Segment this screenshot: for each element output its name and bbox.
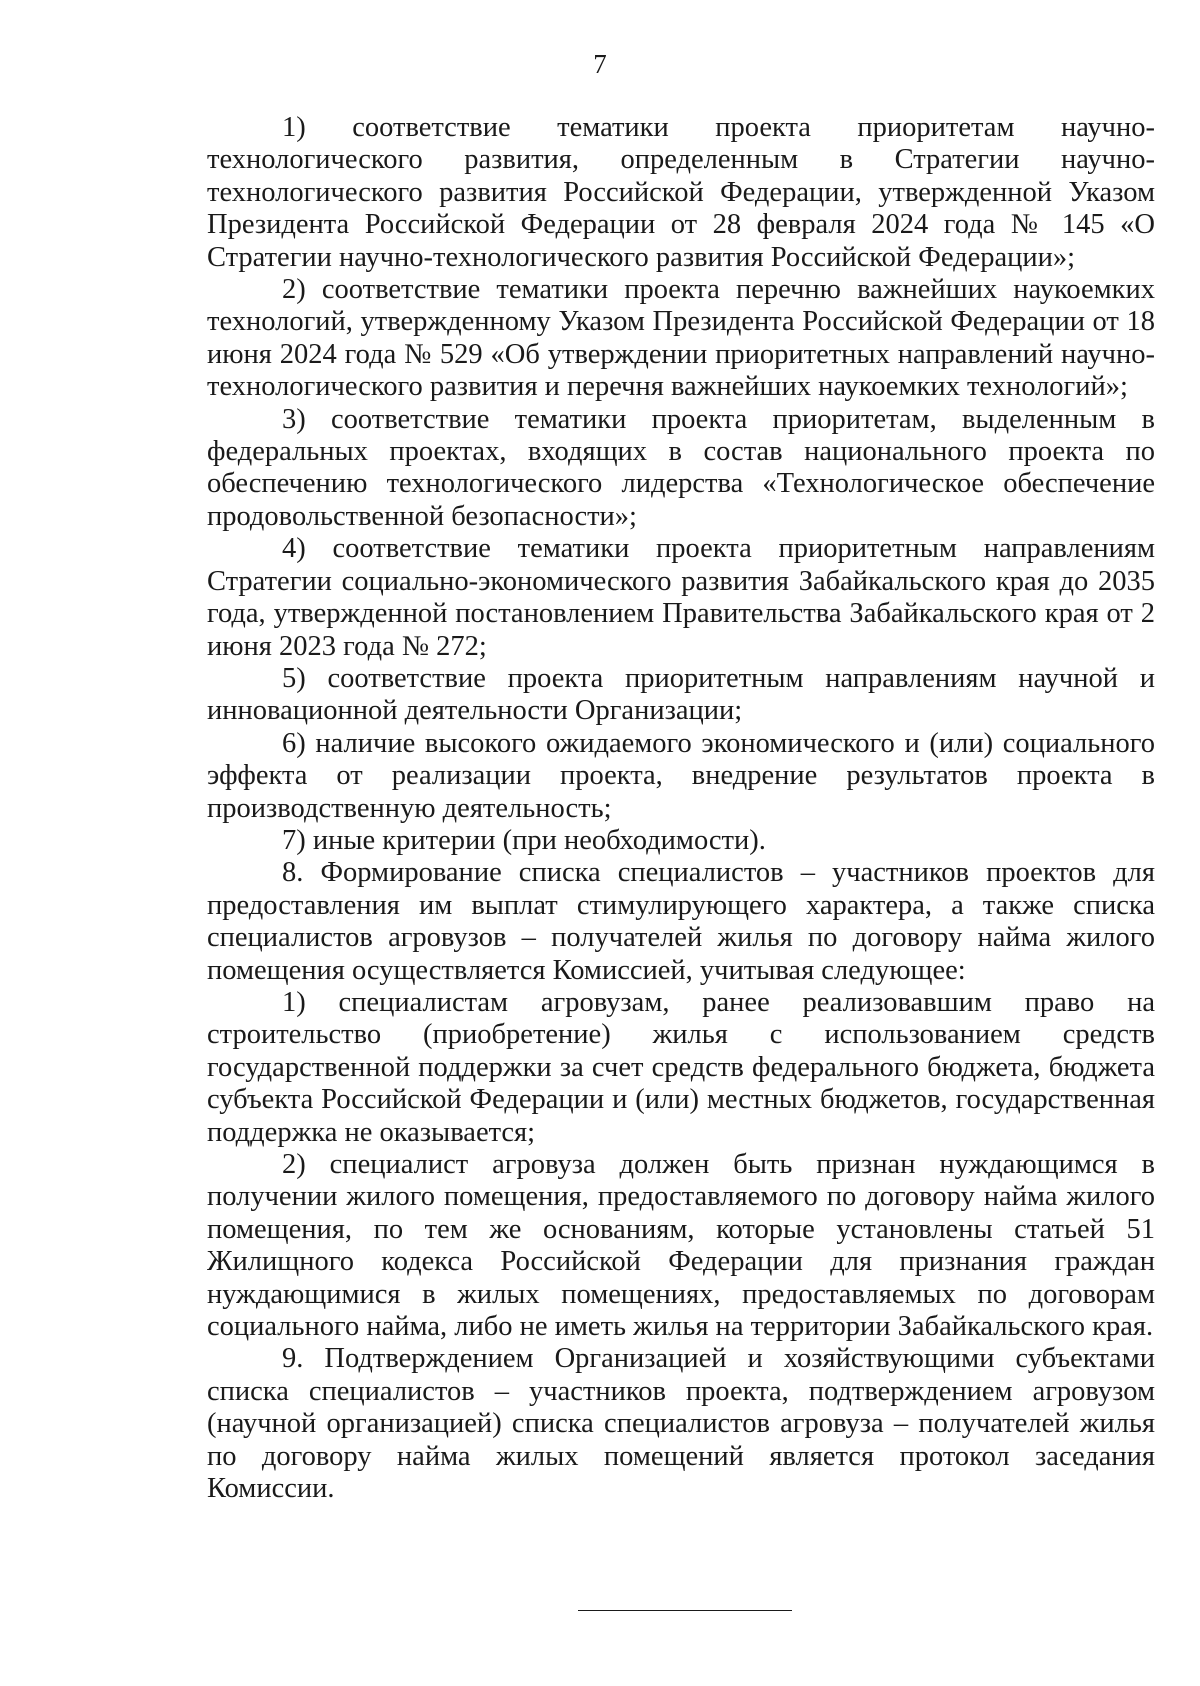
section-9-paragraph: 9. Подтверждением Организацией и хозяйствующими субъектами списка специалистов – участников проекта, подтверждением агровузом (научной организацией) списка специалистов агровуза – получателей жилья по договору найма жилых помещений является протокол заседания Комиссии.	[207, 1343, 1155, 1505]
clause-1-criterion-2: 2) соответствие тематики проекта перечню важнейших наукоемких технологий, утвержденному Указом Президента Российской Федерации от 18 июня 2024 года № 529 «Об утверждении приоритетных направлений научно-технологического развития и перечня важнейших наукоемких технологий»;	[207, 274, 1155, 403]
clause-1-criterion-7: 7) иные критерии (при необходимости).	[282, 824, 766, 856]
clause-1-criterion-4: 4) соответствие тематики проекта приоритетным направлениям Стратегии социально-экономического развития Забайкальского края до 2035 года, утвержденной постановлением Правительства Забайкальского края от 2 июня 2023 года № 272;	[207, 533, 1155, 662]
clause-1-criterion-3: 3) соответствие тематики проекта приоритетам, выделенным в федеральных проектах, входящих в состав национального проекта по обеспечению технологического лидерства «Технологическое обеспечение продовольственной безопасности»;	[207, 403, 1155, 532]
end-divider-line	[578, 1610, 792, 1611]
clause-1-criterion-1: 1) соответствие тематики проекта приоритетам научно-технологического развития, определенным в Стратегии научно-технологического развития Российской Федерации, утвержденной Указом Президента Российской Федерации от 28 февраля 2024 года № 145 «О Стратегии научно-технологического развития Российской Федерации»;	[207, 112, 1155, 273]
page-number: 7	[593, 49, 607, 79]
section-8-item-2: 2) специалист агровуза должен быть признан нуждающимся в получении жилого помещения, предоставляемого по договору найма жилого помещения, по тем же основаниям, которые установлены статьей 51 Жилищного кодекса Российской Федерации для признания граждан нуждающимися в жилых помещениях, предоставляемых по договорам социального найма, либо не иметь жилья на территории Забайкальского края.	[207, 1149, 1155, 1343]
section-8-paragraph: 8. Формирование списка специалистов – участников проектов для предоставления им выплат стимулирующего характера, а также списка специалистов агровузов – получателей жилья по договору найма жилого помещения осуществляется Комиссией, учитывая следующее:	[207, 857, 1155, 986]
clause-1-criterion-5: 5) соответствие проекта приоритетным направлениям научной и инновационной деятельности Организации;	[207, 662, 1155, 727]
section-8-item-1: 1) специалистам агровузам, ранее реализовавшим право на строительство (приобретение) жилья с использованием средств государственной поддержки за счет средств федерального бюджета, бюджета субъекта Российской Федерации и (или) местных бюджетов, государственная поддержка не оказывается;	[207, 986, 1155, 1148]
document-body	[207, 112, 1155, 1505]
clause-1-criterion-6: 6) наличие высокого ожидаемого экономического и (или) социального эффекта от реализации проекта, внедрение результатов проекта в производственную деятельность;	[207, 727, 1155, 824]
